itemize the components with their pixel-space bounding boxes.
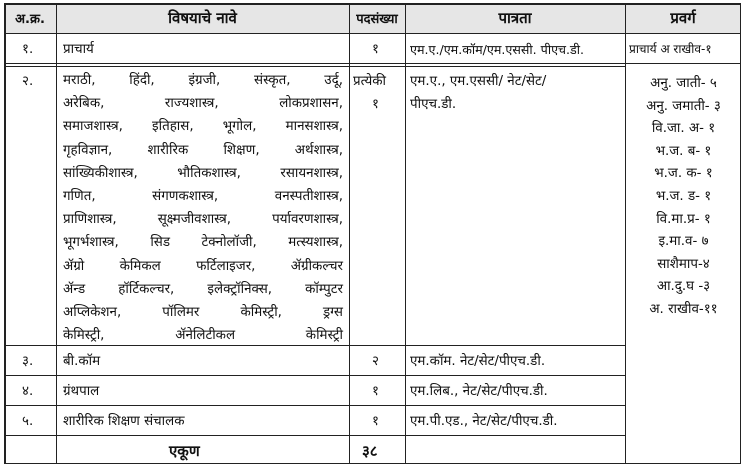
- row-1-category: प्राचार्य अ राखीव-१: [629, 42, 712, 56]
- category-item: भ.ज. ड- १: [655, 188, 712, 204]
- row-4-subject: ग्रंथपाल: [63, 384, 100, 399]
- row-divider: [4, 375, 625, 376]
- header-posts: पदसंख्या: [349, 3, 405, 33]
- row-2-sr: २.: [22, 74, 34, 89]
- row-divider: [4, 63, 741, 64]
- row-3-qualification: एम.कॉम. नेट/सेट/पीएच.डी.: [410, 354, 546, 369]
- category-item: अनु. जाती- ५: [650, 76, 717, 91]
- subject-line: समाजशास्त्र, इतिहास, भूगोल, मानसशास्त्र,: [63, 119, 343, 135]
- category-item: वि.जा. अ- १: [651, 121, 716, 137]
- row-3-sr: ३.: [22, 354, 34, 369]
- row-2-qualification: एम.ए., एम.एससी/ नेट/सेट/: [410, 74, 547, 89]
- subject-line: केमिस्ट्री, ॲनेलिटीकल केमिस्ट्री: [63, 328, 343, 344]
- row-divider: [4, 405, 625, 406]
- subject-line: ॲग्रो केमिकल फर्टिलाइजर, ॲग्रीकल्चर: [63, 258, 343, 274]
- row-divider: [4, 435, 625, 436]
- subject-line: गणित, संगणकशास्त्र, वनस्पतीशास्त्र,: [63, 188, 343, 204]
- row-3-subject: बी.कॉम: [63, 354, 101, 369]
- total-value: ३८: [362, 442, 378, 460]
- header-subject: विषयाचे नावे: [56, 3, 349, 33]
- total-label: एकूण: [169, 442, 200, 460]
- header-sr: अ.क्र.: [4, 3, 56, 33]
- category-item: अनु. जमाती- ३: [646, 98, 721, 114]
- row-3-posts: २: [372, 354, 379, 369]
- subject-line: मराठी, हिंदी, इंग्रजी, संस्कृत, उर्दू,: [63, 73, 343, 88]
- subject-line: प्राणिशास्त्र, सूक्ष्मजीवशास्त्र, पर्यावरणशास्त्र,: [63, 212, 343, 228]
- row-5-posts: १: [372, 414, 379, 429]
- row-2-posts-label: प्रत्येकी: [353, 74, 387, 89]
- table-border-left: [4, 3, 6, 464]
- table-border-top: [4, 3, 741, 5]
- col-divider: [56, 3, 57, 464]
- category-item: आ.दु.घ -३: [656, 279, 711, 295]
- row-divider: [4, 66, 625, 67]
- row-4-qualification: एम.लिब., नेट/सेट/पीएच.डी.: [410, 384, 548, 399]
- row-5-sr: ५.: [22, 414, 34, 429]
- row-1-posts: १: [372, 42, 379, 57]
- row-1-qualification: एम.ए./एम.कॉम/एम.एससी. पीएच.डी.: [410, 42, 585, 57]
- category-item: भ.ज. ब- १: [655, 143, 712, 159]
- subject-line: अप्लिकेशन, पॉलिमर केमिस्ट्री, ड्रग्स: [63, 304, 343, 320]
- recruitment-table: [4, 3, 741, 464]
- subject-line: भूगर्भशास्त्र, सिड टेक्नोलॉजी, मत्स्यशास्त्र,: [63, 235, 343, 251]
- row-1-sr: १.: [22, 42, 34, 57]
- row-5-qualification: एम.पी.एड., नेट/सेट/पीएच.डी.: [410, 414, 558, 429]
- col-divider: [349, 3, 350, 464]
- category-item: साशैमाप-४: [657, 256, 710, 272]
- row-4-posts: १: [372, 384, 379, 399]
- row-2-posts-value: १: [372, 97, 379, 112]
- subject-line: सांख्यिकीशास्त्र, भौतिकशास्त्र, रसायनशास्त्र,: [63, 165, 343, 181]
- row-1-subject: प्राचार्य: [63, 42, 94, 57]
- category-item: वि.मा.प्र- १: [656, 211, 711, 227]
- row-divider: [4, 33, 741, 34]
- subject-line: गृहविज्ञान, शारीरिक शिक्षण, अर्थशास्त्र,: [63, 142, 343, 158]
- row-2-subject-list: [63, 69, 343, 347]
- row-2-qualification-cont: पीएच.डी.: [410, 97, 457, 112]
- subject-line: अरेबिक, राज्यशास्त्र, लोकप्रशासन,: [63, 96, 343, 112]
- category-list: [626, 73, 741, 322]
- row-5-subject: शारीरिक शिक्षण संचालक: [63, 414, 185, 429]
- col-divider: [405, 3, 406, 464]
- header-qualification: पात्रता: [405, 3, 625, 33]
- subject-line: ॲन्ड हॉर्टिकल्चर, इलेक्ट्रॉनिक्स, कॉम्पुटर: [63, 281, 343, 297]
- category-item: इ.मा.व- ७: [658, 234, 709, 250]
- category-item: अ. राखीव-११: [649, 301, 718, 317]
- header-category: प्रवर्ग: [625, 3, 741, 33]
- category-item: भ.ज. क- १: [654, 166, 713, 182]
- row-4-sr: ४.: [22, 384, 34, 399]
